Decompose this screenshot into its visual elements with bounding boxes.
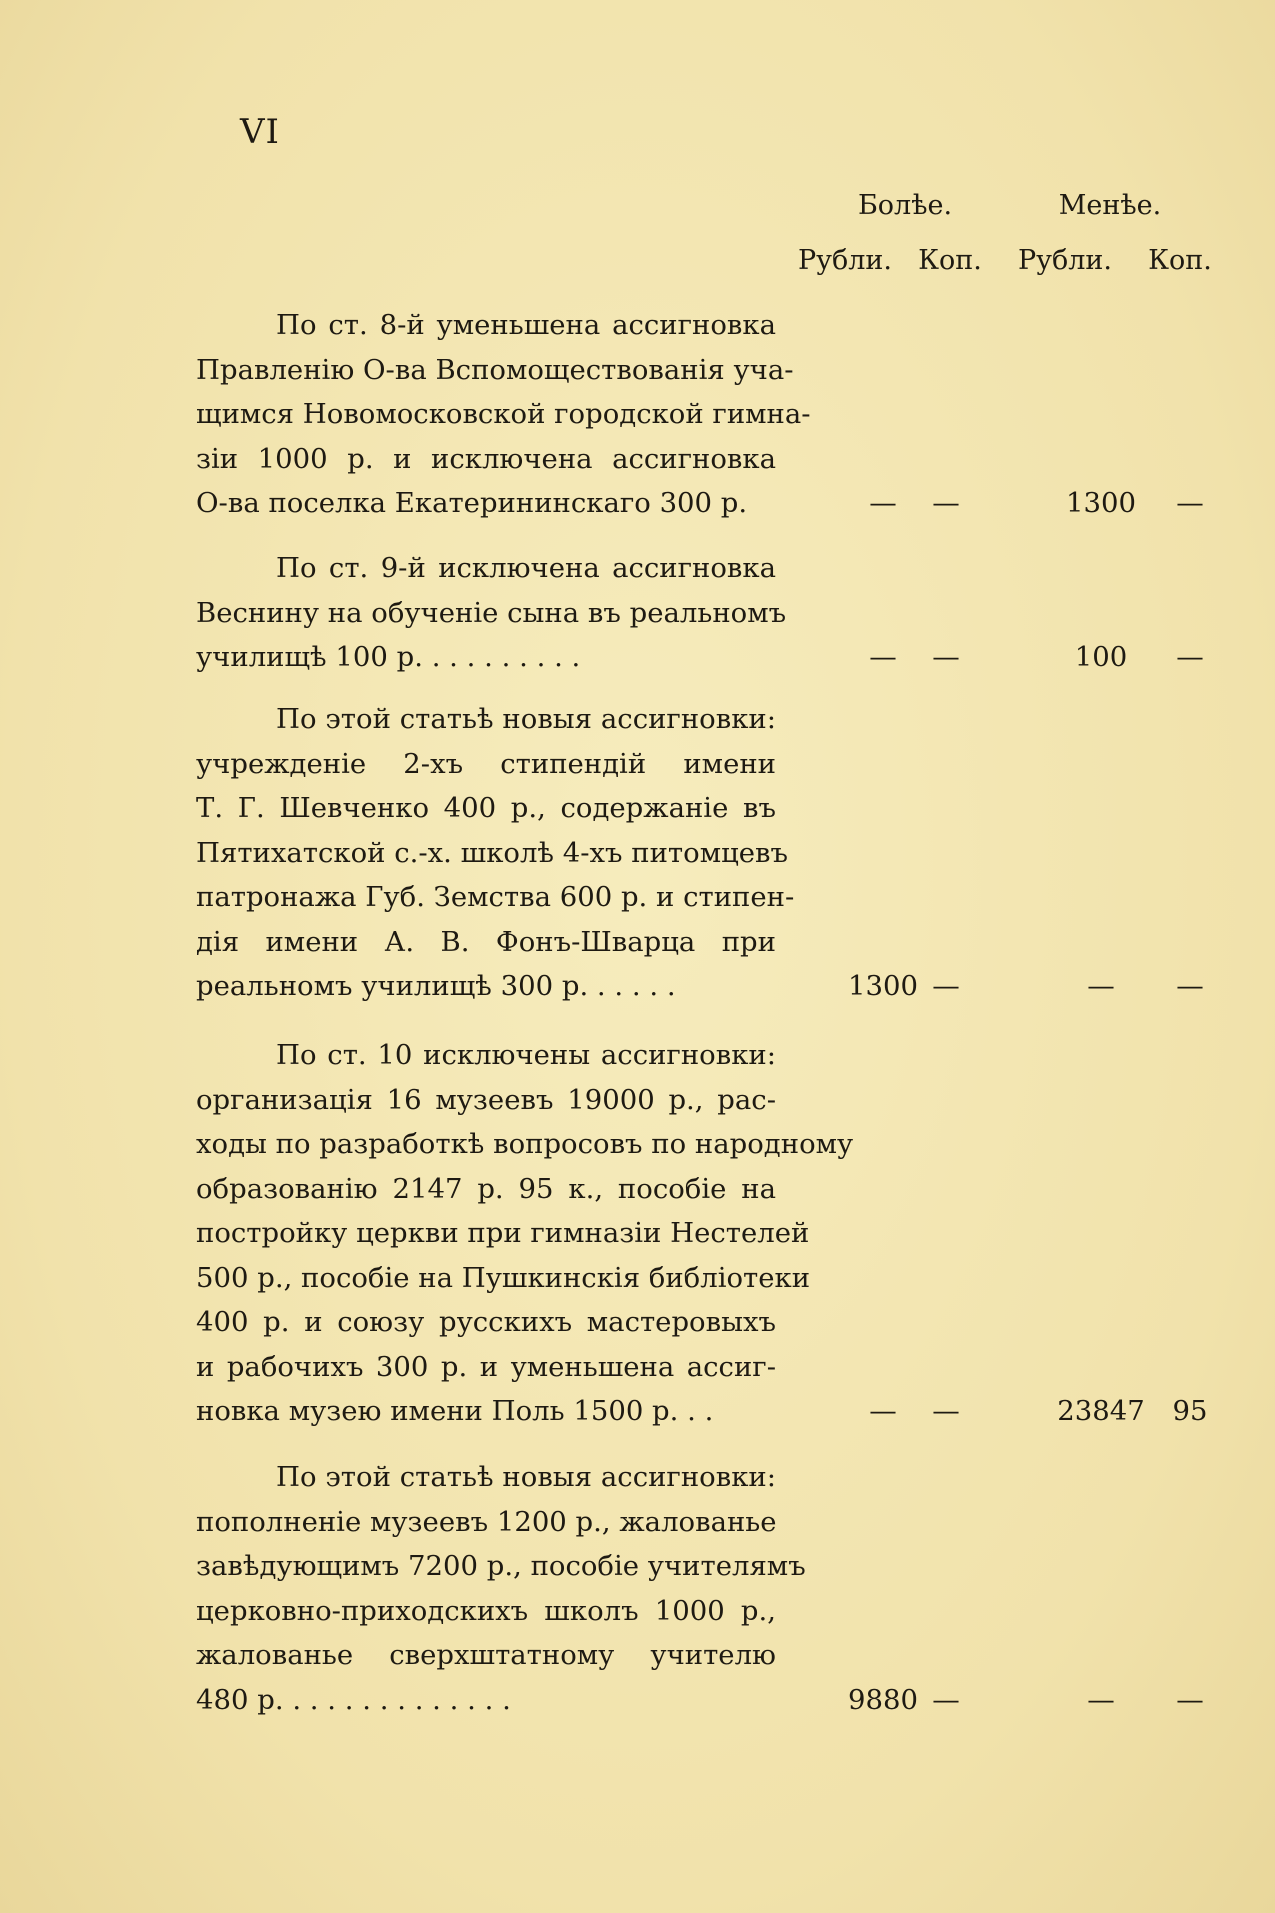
entry-line: Веснину на обученіе сына въ реальномъ (196, 596, 787, 629)
entry-3-amounts (0, 964, 1275, 1008)
entry-line: организація 16 музеевъ 19000 р., рас- (196, 1083, 776, 1116)
amount-less-rubles: 1300 (1066, 487, 1136, 519)
entry-line: По этой статьѣ новыя ассигновки: (276, 703, 776, 735)
entry-line: По этой статьѣ новыя ассигновки: (276, 1461, 776, 1493)
amount-more-rubles: 1300 (848, 970, 918, 1002)
amount-more-rubles: — (869, 487, 897, 519)
entry-line: щимся Новомосковской городской гимна- (196, 398, 811, 430)
amount-less-kopecks: — (1176, 1684, 1204, 1716)
amount-less-rubles: 100 (1074, 641, 1128, 673)
amount-more-rubles: — (869, 1395, 897, 1427)
amount-less-rubles: — (1087, 1684, 1115, 1716)
entry-line: пополненіе музеевъ 1200 р., жалованье (196, 1505, 777, 1538)
page-number: VI (240, 112, 280, 152)
entry-line: Т. Г. Шевченко 400 р., содержаніе въ (196, 792, 776, 824)
entry-line: Пятихатской с.-х. школѣ 4-хъ питомцевъ (196, 836, 789, 869)
amount-less-kopecks: — (1176, 641, 1204, 673)
entry-line: новка музею имени Поль 1500 р. . . (196, 1395, 714, 1427)
amount-more-kopecks: — (932, 1684, 960, 1716)
entry-line: По ст. 10 исключены ассигновки: (276, 1039, 776, 1071)
amount-more-rubles: — (869, 641, 897, 673)
entry-line: дія имени А. В. Фонъ-Шварца при (196, 925, 776, 958)
amount-less-kopecks: — (1176, 970, 1204, 1002)
amount-more-kopecks: — (932, 970, 960, 1002)
amount-less-kopecks: — (1176, 487, 1204, 519)
amount-more-kopecks: — (932, 641, 960, 673)
header-rubles-more: Рубли. (797, 245, 893, 276)
entry-line: и рабочихъ 300 р. и уменьшена ассиг- (196, 1350, 776, 1383)
entry-line: ходы по разработкѣ вопросовъ по народному (196, 1128, 854, 1160)
entry-line: О-ва поселка Екатерининскаго 300 р. (196, 487, 748, 519)
amount-less-kopecks: 95 (1172, 1395, 1208, 1427)
entry-line: По ст. 8-й уменьшена ассигновка (276, 309, 776, 341)
entry-line: церковно-приходскихъ школъ 1000 р., (196, 1594, 776, 1627)
entry-3 (196, 697, 795, 1009)
header-kopecks-more: Коп. (918, 245, 982, 276)
entry-line: завѣдующимъ 7200 р., пособіе учителямъ (196, 1550, 806, 1582)
amount-more-kopecks: — (932, 487, 960, 519)
header-kopecks-less: Коп. (1148, 245, 1212, 276)
entry-line: образованію 2147 р. 95 к., пособіе на (196, 1172, 776, 1205)
entry-line: учрежденіе 2-хъ стипендій имени (196, 747, 776, 780)
header-less: Менѣе. (1058, 190, 1162, 221)
header-rubles-less: Рубли. (1017, 245, 1113, 276)
entry-line: реальномъ училищѣ 300 р. . . . . . (196, 970, 676, 1002)
entry-line: 480 р. . . . . . . . . . . . . . (196, 1683, 511, 1716)
amount-more-kopecks: — (932, 1395, 960, 1427)
header-more: Болѣе. (857, 190, 953, 221)
entry-line: постройку церкви при гимназіи Нестелей (196, 1217, 810, 1249)
entry-4 (196, 1033, 854, 1434)
entry-line: жалованье сверхштатному учителю (196, 1639, 776, 1671)
entry-line: 400 р. и союзу русскихъ мастеровыхъ (196, 1306, 776, 1338)
entry-line: училищѣ 100 р. . . . . . . . . . (196, 641, 581, 673)
entry-line: 500 р., пособіе на Пушкинскія библіотеки (196, 1261, 811, 1294)
amount-more-rubles: 9880 (848, 1684, 918, 1716)
entry-line: По ст. 9-й исключена ассигновка (276, 552, 776, 584)
amount-less-rubles: 23847 (1057, 1395, 1145, 1427)
entry-line: Правленію О-ва Вспомоществованія уча- (196, 353, 794, 386)
column-group-headers (0, 190, 1275, 230)
entry-5-amounts (0, 1678, 1275, 1722)
column-sub-headers (0, 245, 1275, 285)
entry-line: патронажа Губ. Земства 600 р. и стипен- (196, 881, 795, 913)
entry-2-amounts (0, 635, 1275, 679)
entry-1-amounts (0, 481, 1275, 525)
amount-less-rubles: — (1087, 970, 1115, 1002)
entry-line: зіи 1000 р. и исключена ассигновка (196, 442, 776, 475)
entry-4-amounts (0, 1389, 1275, 1433)
